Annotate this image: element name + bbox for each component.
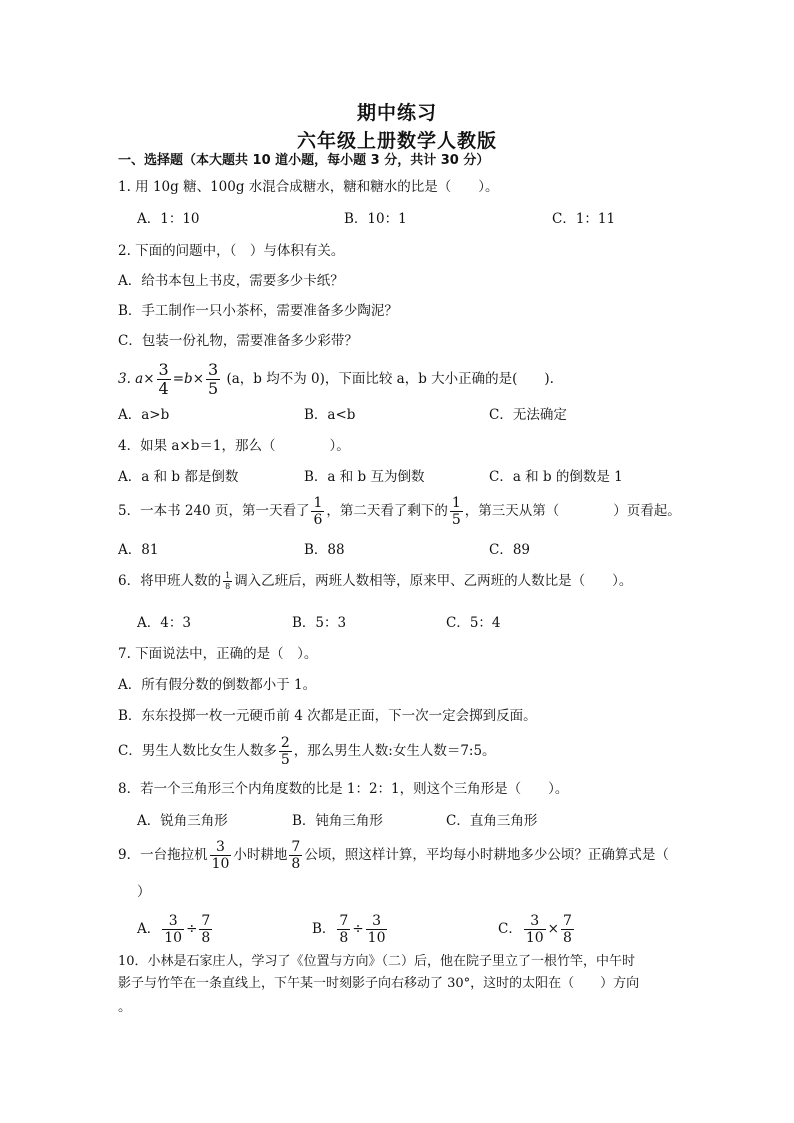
q9-text-3: 公顷，照这样计算，平均每小时耕地多少公顷？正确算式是（ <box>304 847 669 863</box>
q9-c-f2-denominator: 8 <box>562 930 572 946</box>
q7-c-text-1: C．男生人数比女生人数多 <box>118 743 277 759</box>
q7-c-denominator: 5 <box>280 752 290 768</box>
q3-fraction-2 <box>206 362 220 397</box>
q5-f1-numerator: 1 <box>313 495 323 511</box>
q9-f2-denominator: 8 <box>291 856 301 872</box>
q9-option-c <box>498 914 576 945</box>
q9-b-f1-numerator: 7 <box>339 913 349 929</box>
question-4: 4．如果 a×b＝1，那么（ ）。 <box>118 438 350 454</box>
q7-option-b: B．东东投掷一枚一元硬币前 4 次都是正面，下一次一定会掷到反面。 <box>118 708 537 724</box>
q9-c-f1-denominator: 10 <box>525 930 544 946</box>
q3-option-b: B．a<b <box>304 407 356 423</box>
q9-b-f1-denominator: 8 <box>339 930 349 946</box>
q9-text-1: 9．一台拖拉机 <box>118 847 208 863</box>
q3-option-c: C．无法确定 <box>489 407 567 423</box>
section-heading: 一、选择题（本大题共 10 道小题，每小题 3 分，共计 30 分） <box>118 153 490 168</box>
q5-text-2: ，第二天看了剩下的 <box>326 503 448 519</box>
q6-text-1: 6．将甲班人数的 <box>118 573 222 589</box>
q9-b-operator: ÷ <box>352 921 364 937</box>
q9-a-fraction-1 <box>162 914 184 945</box>
q6-denominator: 8 <box>225 582 231 591</box>
q5-f1-denominator: 6 <box>313 512 323 528</box>
question-8: 8．若一个三角形三个内角度数的比是 1：2：1，则这个三角形是（ ）。 <box>118 781 569 797</box>
q5-option-b: B．88 <box>304 542 345 558</box>
question-6 <box>118 572 632 591</box>
q9-fraction-2 <box>289 840 302 871</box>
q9-c-fraction-2 <box>561 914 574 945</box>
question-10-line-1: 10．小林是石家庄人，学习了《位置与方向》（二）后，他在院子里立了一根竹竿，中午时 <box>118 954 636 969</box>
q3-f1-denominator: 4 <box>158 379 169 398</box>
q9-close-paren: ） <box>137 884 151 900</box>
page-title: 期中练习 <box>356 102 437 124</box>
q5-fraction-1 <box>311 496 324 527</box>
q9-a-operator: ÷ <box>186 921 198 937</box>
q9-a-f2-denominator: 8 <box>201 930 211 946</box>
q9-f2-numerator: 7 <box>291 839 301 855</box>
page-subtitle: 六年级上册数学人教版 <box>296 130 497 152</box>
q5-text-3: ，第三天从第（ ）页看起。 <box>464 503 681 519</box>
q5-text-1: 5．一本书 240 页，第一天看了 <box>118 503 310 519</box>
question-10-line-3: 。 <box>118 999 132 1015</box>
q9-fraction-1 <box>210 840 232 871</box>
q4-option-b: B．a 和 b 互为倒数 <box>304 469 425 485</box>
q8-option-a: A．锐角三角形 <box>137 813 228 829</box>
q6-option-c: C．5：4 <box>446 615 501 631</box>
q6-option-b: B．5：3 <box>292 615 347 631</box>
q5-f2-denominator: 5 <box>451 512 461 528</box>
q9-option-a <box>137 914 214 945</box>
question-9 <box>118 840 669 871</box>
q7-c-numerator: 2 <box>280 735 290 751</box>
q9-a-f1-denominator: 10 <box>164 930 183 946</box>
q9-b-fraction-2 <box>366 914 388 945</box>
q2-option-a: A．给书本包上书皮，需要多少卡纸？ <box>118 273 344 289</box>
q9-a-fraction-2 <box>199 914 212 945</box>
q9-option-b <box>312 914 389 945</box>
q4-option-c: C．a 和 b 的倒数是 1 <box>489 469 623 485</box>
q8-option-c: C．直角三角形 <box>446 813 538 829</box>
q9-b-f2-numerator: 3 <box>366 914 388 930</box>
q2-option-c: C．包装一份礼物，需要准备多少彩带？ <box>118 333 358 349</box>
q9-f1-denominator: 10 <box>211 856 230 872</box>
q9-a-f2-numerator: 7 <box>201 913 211 929</box>
q9-c-operator: × <box>547 921 559 937</box>
q9-f1-numerator: 3 <box>210 840 232 856</box>
question-7: 7. 下面说法中，正确的是（ ）。 <box>118 646 318 662</box>
q3-option-a: A．a>b <box>118 407 170 423</box>
q1-option-a: A．1：10 <box>137 211 200 227</box>
q2-option-b: B．手工制作一只小茶杯，需要准备多少陶泥？ <box>118 303 398 319</box>
q5-fraction-2 <box>450 496 463 527</box>
q3-f2-numerator: 3 <box>208 360 219 379</box>
q5-f2-numerator: 1 <box>451 495 461 511</box>
q3-suffix: (a，b 均不为 0)，下面比较 a，b 大小正确的是( ). <box>222 371 554 387</box>
q6-option-a: A．4：3 <box>137 615 191 631</box>
q6-fraction <box>223 572 232 591</box>
q4-option-a: A．a 和 b 都是倒数 <box>118 469 239 485</box>
q3-f1-numerator: 3 <box>158 360 169 379</box>
q3-prefix: 3. a× <box>118 371 155 387</box>
q9-c-f2-numerator: 7 <box>562 913 572 929</box>
q9-c-label: C． <box>498 921 522 937</box>
q9-b-fraction-1 <box>337 914 350 945</box>
q9-b-f2-denominator: 10 <box>367 930 386 946</box>
q9-c-f1-numerator: 3 <box>524 914 546 930</box>
question-10-line-2: 影子与竹竿在一条直线上，下午某一时刻影子向右移动了 30°，这时的太阳在（ ）方向 <box>118 976 640 991</box>
q8-option-b: B．钝角三角形 <box>292 813 383 829</box>
q9-a-f1-numerator: 3 <box>162 914 184 930</box>
question-5 <box>118 496 681 527</box>
q3-f2-denominator: 5 <box>208 379 219 398</box>
q7-option-a: A．所有假分数的倒数都小于 1。 <box>118 677 317 693</box>
q9-b-label: B． <box>312 921 336 937</box>
q7-c-fraction <box>279 736 292 767</box>
q1-option-b: B．10：1 <box>344 211 407 227</box>
q1-option-c: C．1：11 <box>552 211 616 227</box>
q6-numerator: 1 <box>225 571 231 580</box>
q9-c-fraction-1 <box>524 914 546 945</box>
q9-a-label: A． <box>137 921 161 937</box>
q3-fraction-1 <box>157 362 171 397</box>
q5-option-c: C．89 <box>489 542 531 558</box>
question-3 <box>118 362 554 397</box>
question-1: 1. 用 10g 糖、100g 水混合成糖水，糖和糖水的比是（ ）。 <box>118 179 499 195</box>
q5-option-a: A．81 <box>118 542 159 558</box>
q6-text-2: 调入乙班后，两班人数相等，原来甲、乙两班的人数比是（ ）。 <box>234 573 633 589</box>
q9-text-2: 小时耕地 <box>233 847 288 863</box>
question-2: 2. 下面的问题中，（ ）与体积有关。 <box>118 243 345 259</box>
q3-mid: =b× <box>172 371 204 387</box>
q7-c-text-2: ，那么男生人数:女生人数＝7:5。 <box>293 743 496 759</box>
q7-option-c <box>118 736 496 767</box>
